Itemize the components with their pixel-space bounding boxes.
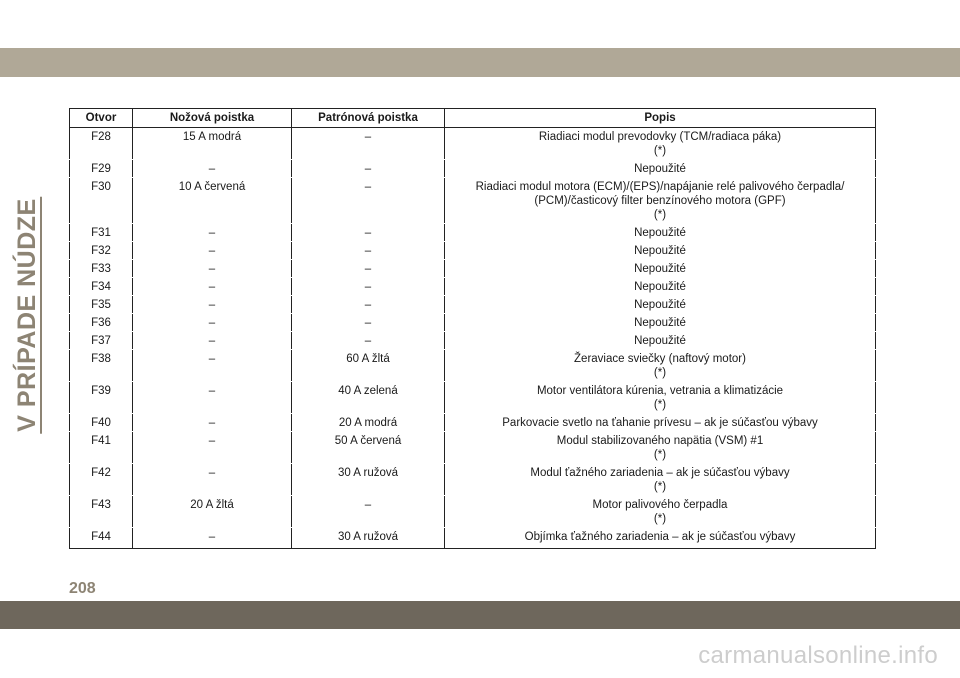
cell-popis: Modul ťažného zariadenia – ak je súčasťou výbavy (*)	[445, 464, 876, 496]
cell-otvor: F41	[70, 432, 133, 464]
table-row	[70, 350, 876, 382]
cell-otvor: F33	[70, 260, 133, 278]
cell-patronova-poistka: 30 A ružová	[292, 464, 445, 496]
cell-otvor: F42	[70, 464, 133, 496]
cell-otvor: F28	[70, 128, 133, 160]
cell-patronova-poistka: 30 A ružová	[292, 528, 445, 549]
table-row	[70, 296, 876, 314]
table-row	[70, 414, 876, 432]
cell-nozova-poistka: 20 A žltá	[133, 496, 292, 528]
cell-patronova-poistka: –	[292, 160, 445, 178]
cell-nozova-poistka: –	[133, 414, 292, 432]
cell-patronova-poistka: –	[292, 242, 445, 260]
cell-patronova-poistka: –	[292, 332, 445, 350]
cell-nozova-poistka: –	[133, 278, 292, 296]
cell-nozova-poistka: –	[133, 382, 292, 414]
cell-popis: Nepoužité	[445, 278, 876, 296]
cell-nozova-poistka: –	[133, 432, 292, 464]
cell-patronova-poistka: 50 A červená	[292, 432, 445, 464]
cell-otvor: F40	[70, 414, 133, 432]
cell-nozova-poistka: –	[133, 260, 292, 278]
watermark: carmanualsonline.info	[698, 642, 938, 669]
table-row	[70, 382, 876, 414]
column-header-popis: Popis	[445, 109, 876, 128]
cell-otvor: F36	[70, 314, 133, 332]
column-header-patronova-poistka: Patrónová poistka	[292, 109, 445, 128]
cell-popis: Žeraviace sviečky (naftový motor) (*)	[445, 350, 876, 382]
cell-nozova-poistka: –	[133, 160, 292, 178]
table-row	[70, 178, 876, 224]
cell-otvor: F29	[70, 160, 133, 178]
cell-popis: Motor ventilátora kúrenia, vetrania a klimatizácie (*)	[445, 382, 876, 414]
table-row	[70, 278, 876, 296]
table-header-row	[70, 109, 876, 128]
header-band	[0, 48, 960, 77]
cell-patronova-poistka: –	[292, 314, 445, 332]
cell-nozova-poistka: –	[133, 224, 292, 242]
table-row	[70, 160, 876, 178]
footer-band	[0, 601, 960, 629]
column-header-nozova-poistka: Nožová poistka	[133, 109, 292, 128]
cell-patronova-poistka: –	[292, 496, 445, 528]
cell-patronova-poistka: –	[292, 128, 445, 160]
cell-patronova-poistka: –	[292, 178, 445, 224]
fuse-table-body	[70, 128, 876, 549]
table-row	[70, 496, 876, 528]
cell-popis: Nepoužité	[445, 160, 876, 178]
cell-nozova-poistka: –	[133, 296, 292, 314]
cell-nozova-poistka: 10 A červená	[133, 178, 292, 224]
cell-popis: Parkovacie svetlo na ťahanie prívesu – ak je súčasťou výbavy	[445, 414, 876, 432]
cell-nozova-poistka: –	[133, 242, 292, 260]
cell-popis: Nepoužité	[445, 224, 876, 242]
cell-patronova-poistka: –	[292, 278, 445, 296]
cell-popis: Nepoužité	[445, 314, 876, 332]
cell-nozova-poistka: –	[133, 528, 292, 549]
cell-popis: Nepoužité	[445, 242, 876, 260]
cell-popis: Nepoužité	[445, 332, 876, 350]
cell-nozova-poistka: 15 A modrá	[133, 128, 292, 160]
cell-popis: Motor palivového čerpadla (*)	[445, 496, 876, 528]
cell-otvor: F44	[70, 528, 133, 549]
cell-nozova-poistka: –	[133, 464, 292, 496]
cell-otvor: F38	[70, 350, 133, 382]
cell-patronova-poistka: –	[292, 296, 445, 314]
section-title-text: V PRÍPADE NÚDZE	[13, 198, 41, 432]
cell-patronova-poistka: 20 A modrá	[292, 414, 445, 432]
cell-popis: Modul stabilizovaného napätia (VSM) #1 (*)	[445, 432, 876, 464]
cell-patronova-poistka: –	[292, 224, 445, 242]
cell-otvor: F32	[70, 242, 133, 260]
cell-otvor: F30	[70, 178, 133, 224]
fuse-table	[69, 108, 876, 549]
cell-popis: Objímka ťažného zariadenia – ak je súčasťou výbavy	[445, 528, 876, 549]
column-header-otvor: Otvor	[70, 109, 133, 128]
cell-otvor: F43	[70, 496, 133, 528]
table-row	[70, 128, 876, 160]
cell-patronova-poistka: –	[292, 260, 445, 278]
cell-patronova-poistka: 40 A zelená	[292, 382, 445, 414]
table-row	[70, 528, 876, 549]
table-row	[70, 464, 876, 496]
cell-otvor: F34	[70, 278, 133, 296]
cell-patronova-poistka: 60 A žltá	[292, 350, 445, 382]
table-row	[70, 314, 876, 332]
table-row	[70, 432, 876, 464]
cell-otvor: F37	[70, 332, 133, 350]
cell-popis: Riadiaci modul motora (ECM)/(EPS)/napájanie relé palivového čerpadla/ (PCM)/časticový filter benzínového motora (GPF) (*)	[445, 178, 876, 224]
page-number: 208	[69, 580, 96, 597]
table-row	[70, 260, 876, 278]
cell-otvor: F35	[70, 296, 133, 314]
cell-otvor: F39	[70, 382, 133, 414]
cell-nozova-poistka: –	[133, 332, 292, 350]
cell-popis: Nepoužité	[445, 296, 876, 314]
cell-otvor: F31	[70, 224, 133, 242]
table-row	[70, 332, 876, 350]
cell-popis: Riadiaci modul prevodovky (TCM/radiaca páka) (*)	[445, 128, 876, 160]
table-row	[70, 224, 876, 242]
table-row	[70, 242, 876, 260]
cell-nozova-poistka: –	[133, 350, 292, 382]
cell-popis: Nepoužité	[445, 260, 876, 278]
cell-nozova-poistka: –	[133, 314, 292, 332]
